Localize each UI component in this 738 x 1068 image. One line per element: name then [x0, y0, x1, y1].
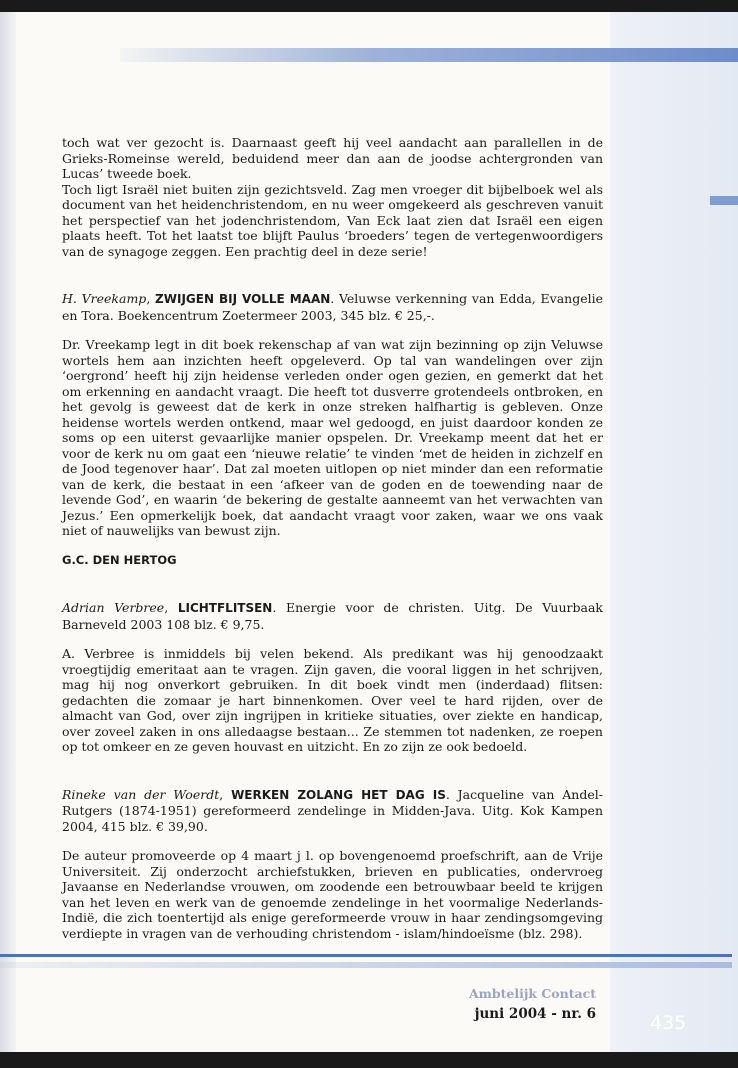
review-3-title: LICHTFLITSEN — [177, 601, 273, 615]
article-content — [62, 135, 603, 941]
review-1-continued: toch wat ver gezocht is. Daarnaast geeft hij veel aandacht aan parallellen in de Grieks-Romeinse wereld, beduidend meer dan aan de joodse achtergronden van Lucas’ tweede boek. — [62, 135, 603, 181]
review-2-title: ZWIJGEN BIJ VOLLE MAAN — [155, 292, 331, 306]
review-3-details: . Energie voor de christen. Uitg. De Vuurbaak Barneveld 2003 108 blz. € 9,75. — [62, 600, 603, 632]
right-margin-panel — [610, 12, 738, 1052]
document-page — [0, 12, 738, 1052]
margin-tab-marker — [710, 196, 738, 205]
footer-rule — [0, 954, 732, 957]
review-2-body: Dr. Vreekamp legt in dit boek rekenschap af van wat zijn bezinning op zijn Veluwse wortels hem aan inzichten heeft opgeleverd. Op tal van wandelingen over zijn ‘oergrond’ heeft hij zijn heidense verleden onder ogen gezien, en gemerkt dat het om erkenning en aandacht vraagt. Die heeft tot dusverre grotendeels ontbroken, en het gevolg is geweest dat de kerk in onze streken halfhartig is gebleven. Onze heidense wortels werden ontkend, maar wel gedoogd, en juist daardoor konden ze soms op een uiterst gevaarlijke manier opspelen. Dr. Vreekamp meent dat het er voor de kerk nu om gaat een ‘nieuwe relatie’ te vinden ‘met de heiden in zichzelf en de Jood tegenover haar’. Dat zal moeten uitlopen op niet minder dan een reformatie van de kerk, die bestaat in een ‘afkeer van de goden en de toewending naar de levende God’, en waarin ‘de bekering de gestalte aanneemt van het verwachten van Jezus.’ Een opmerkelijk boek, dat aandacht vraagt voor zaken, waar we ons vaak niet of nauwelijks van bewust zijn. — [62, 337, 603, 538]
review-4-body: De auteur promoveerde op 4 maart j l. op bovengenoemd proefschrift, aan de Vrije Universiteit. Zij onderzocht archiefstukken, brieven en publicaties, ondervroeg Javaanse en Nederlandse vrouwen, om zoodende een betrouwbaar beeld te krijgen van het leven en werk van de genoemde zendelinge in het voormalige Nederlands-Indië, die zich toentertijd als enige gereformeerde vrouw in haar zendingsomgeving verdiepte in vragen van de verhouding christendom - islam/hindoeïsme (blz. 298). — [62, 848, 603, 941]
review-signature: G.C. DEN HERTOG — [62, 552, 177, 567]
review-4-title: WERKEN ZOLANG HET DAG IS — [231, 787, 446, 802]
review-3-heading: Adrian Verbree, LICHTFLITSEN. Energie voor de christen. Uitg. De Vuurbaak Barneveld 2003 108 blz. € 9,75. — [62, 600, 603, 632]
review-4-details: . Jacqueline van Andel-Rutgers (1874-1951) gereformeerd zendelinge in Midden-Java. Uitg. Kok Kampen 2004, 415 blz. € 39,90. — [62, 786, 603, 834]
page-footer — [430, 984, 596, 1024]
review-3-body: A. Verbree is inmiddels bij velen bekend. Als predikant was hij genoodzaakt vroegtijdig emeritaat aan te vragen. Zijn gaven, die vooral liggen in het schrijven, mag hij nog onverkort gebruiken. In dit boek vindt men (inderdaad) flitsen: gedachten die zomaar je hart binnenkomen. Over veel te hard rijden, over de almacht van God, over zijn ingrijpen in kritieke situaties, over ziekte en handicap, over zoveel zaken in ons alledaagse bestaan... Ze stemmen tot nadenken, ze roepen op tot omkeer en ze geven houvast en uitzicht. En zo zijn ze ook bedoeld. — [62, 646, 603, 754]
review-2-heading: H. Vreekamp, ZWIJGEN BIJ VOLLE MAAN. Veluwse verkenning van Edda, Evangelie en Tora. Boekencentrum Zoetermeer 2003, 345 blz. € 25,-. — [62, 291, 603, 323]
review-4-heading: Rineke van der Woerdt, WERKEN ZOLANG HET DAG IS. Jacqueline van Andel-Rutgers (1874-1951) gereformeerd zendelinge in Midden-Java. Uitg. Kok Kampen 2004, 415 blz. € 39,90. — [62, 786, 603, 834]
page-left-edge — [0, 12, 16, 1052]
magazine-name: Ambtelijk Contact — [468, 986, 596, 1001]
review-2-details: . Veluwse verkenning van Edda, Evangelie en Tora. Boekencentrum Zoetermeer 2003, 345 blz. € 25,-. — [62, 291, 603, 323]
review-1-paragraph-2: Toch ligt Israël niet buiten zijn gezichtsveld. Zag men vroeger dit bijbelboek wel als document van het heidenchristendom, en nu weer omgekeerd als geschreven vanuit het perspectief van het jodenchristendom, Van Eck laat zien dat Israël een eigen plaats heeft. Tot het laatst toe blijft Paulus ‘broeders’ tegen de vertegenwoordigers van de synagoge zeggen. Een prachtig deel in deze serie! — [62, 181, 603, 259]
review-4-author: Rineke van der Woerdt — [62, 786, 220, 802]
header-color-bar — [120, 48, 738, 62]
issue-label: juni 2004 - nr. 6 — [474, 1006, 596, 1022]
review-2-author: H. Vreekamp — [62, 291, 147, 306]
page-number: 435 — [650, 1012, 687, 1034]
page-number-box — [612, 998, 692, 1052]
footer-rule-shadow — [0, 962, 732, 968]
review-3-author: Adrian Verbree — [62, 600, 165, 615]
